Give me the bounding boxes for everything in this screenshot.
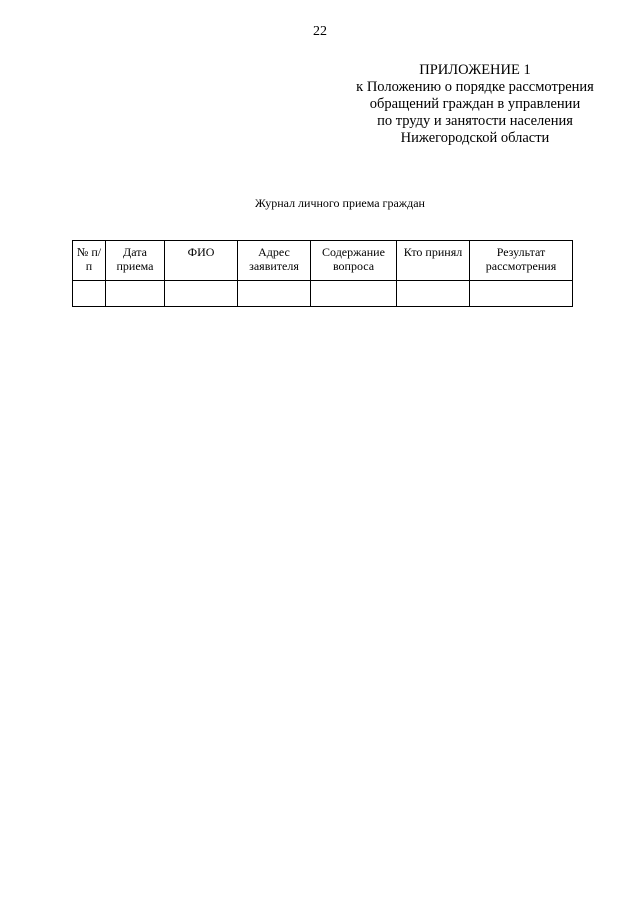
journal-table — [72, 240, 573, 307]
table-header-row — [73, 241, 573, 281]
table-cell — [311, 281, 397, 307]
table-cell — [73, 281, 106, 307]
appendix-line: Нижегородской области — [400, 130, 550, 146]
column-header-name: ФИО — [165, 241, 238, 281]
appendix-heading: ПРИЛОЖЕНИЕ 1 — [419, 62, 531, 78]
column-header-date: Дата приема — [106, 241, 165, 281]
column-header-result: Результат рассмотрения — [470, 241, 573, 281]
column-header-received-by: Кто принял — [397, 241, 470, 281]
column-header-number: № п/п — [73, 241, 106, 281]
table-cell — [106, 281, 165, 307]
column-header-address: Адрес заявителя — [238, 241, 311, 281]
table-cell — [397, 281, 470, 307]
page-number: 22 — [313, 24, 327, 39]
appendix-line: по труду и занятости населения — [377, 113, 573, 129]
appendix-line: обращений граждан в управлении — [369, 96, 581, 112]
appendix-line: к Положению о порядке рассмотрения — [356, 79, 594, 95]
appendix-block — [330, 62, 620, 147]
column-header-content: Содержание вопроса — [311, 241, 397, 281]
table-cell — [165, 281, 238, 307]
table-row — [73, 281, 573, 307]
table-cell — [470, 281, 573, 307]
journal-title: Журнал личного приема граждан — [255, 196, 425, 210]
table-cell — [238, 281, 311, 307]
